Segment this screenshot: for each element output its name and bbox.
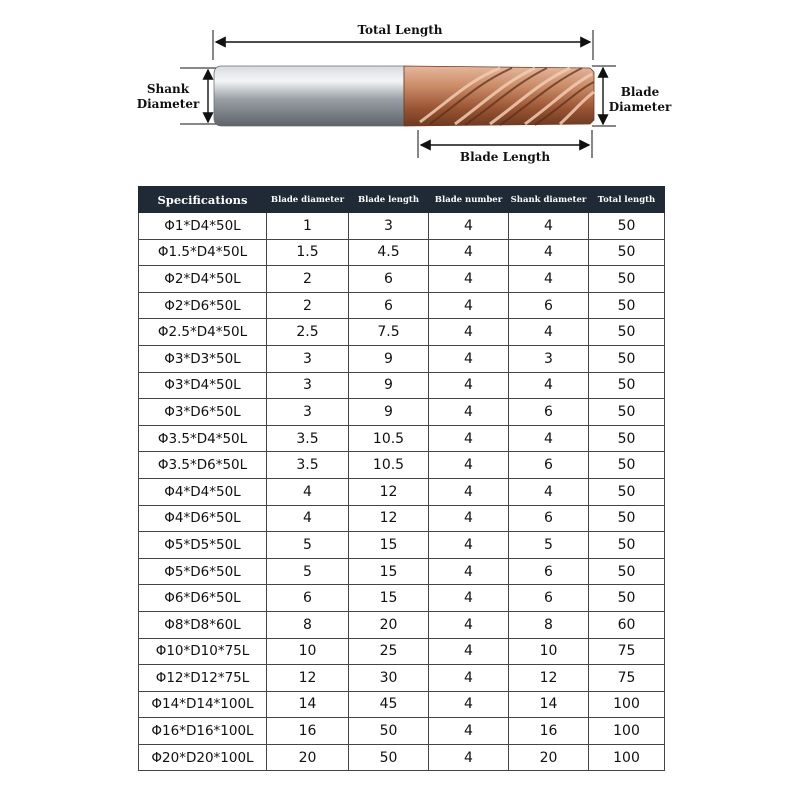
value-cell: 3 (349, 213, 429, 240)
value-cell: 4 (509, 319, 589, 346)
value-cell: 4 (429, 425, 509, 452)
value-cell: 4 (429, 372, 509, 399)
value-cell: 1.5 (267, 239, 349, 266)
value-cell: 4 (509, 239, 589, 266)
table-row (139, 718, 665, 745)
value-cell: 50 (589, 239, 665, 266)
value-cell: 4 (429, 239, 509, 266)
table-row (139, 345, 665, 372)
column-header: Specifications (139, 187, 267, 213)
spec-cell: Φ3*D3*50L (139, 345, 267, 372)
end-mill-diagram (0, 0, 800, 180)
table-row (139, 478, 665, 505)
value-cell: 12 (349, 505, 429, 532)
value-cell: 3 (267, 372, 349, 399)
value-cell: 4 (429, 345, 509, 372)
value-cell: 50 (589, 266, 665, 293)
table-row (139, 665, 665, 692)
value-cell: 12 (349, 478, 429, 505)
value-cell: 2.5 (267, 319, 349, 346)
value-cell: 50 (589, 372, 665, 399)
value-cell: 3 (267, 399, 349, 426)
spec-cell: Φ20*D20*100L (139, 744, 267, 771)
value-cell: 50 (589, 478, 665, 505)
value-cell: 4 (509, 266, 589, 293)
value-cell: 6 (509, 505, 589, 532)
value-cell: 10 (509, 638, 589, 665)
value-cell: 2 (267, 266, 349, 293)
value-cell: 100 (589, 744, 665, 771)
table-row (139, 452, 665, 479)
value-cell: 50 (589, 319, 665, 346)
table-row (139, 691, 665, 718)
spec-cell: Φ3.5*D6*50L (139, 452, 267, 479)
spec-cell: Φ4*D4*50L (139, 478, 267, 505)
value-cell: 4 (429, 452, 509, 479)
spec-cell: Φ5*D6*50L (139, 558, 267, 585)
value-cell: 8 (509, 611, 589, 638)
value-cell: 4 (267, 505, 349, 532)
value-cell: 12 (267, 665, 349, 692)
value-cell: 6 (509, 292, 589, 319)
table-row (139, 399, 665, 426)
blade-diameter-label: Blade Diameter (608, 85, 672, 114)
value-cell: 50 (589, 585, 665, 612)
spec-cell: Φ14*D14*100L (139, 691, 267, 718)
value-cell: 4 (429, 478, 509, 505)
value-cell: 4 (429, 319, 509, 346)
column-header: Blade diameter (267, 187, 349, 213)
value-cell: 100 (589, 718, 665, 745)
value-cell: 60 (589, 611, 665, 638)
column-header: Total length (589, 187, 665, 213)
value-cell: 20 (349, 611, 429, 638)
spec-cell: Φ1.5*D4*50L (139, 239, 267, 266)
spec-cell: Φ2.5*D4*50L (139, 319, 267, 346)
value-cell: 4 (509, 478, 589, 505)
table-row (139, 638, 665, 665)
table-row (139, 213, 665, 240)
table-row (139, 744, 665, 771)
table-body (139, 213, 665, 771)
value-cell: 12 (509, 665, 589, 692)
value-cell: 50 (589, 292, 665, 319)
value-cell: 4 (429, 718, 509, 745)
value-cell: 50 (589, 558, 665, 585)
column-header: Blade length (349, 187, 429, 213)
value-cell: 4 (429, 744, 509, 771)
spec-cell: Φ12*D12*75L (139, 665, 267, 692)
table-row (139, 319, 665, 346)
value-cell: 6 (509, 452, 589, 479)
table-row (139, 266, 665, 293)
value-cell: 9 (349, 372, 429, 399)
value-cell: 4 (429, 292, 509, 319)
spec-cell: Φ6*D6*50L (139, 585, 267, 612)
value-cell: 50 (589, 213, 665, 240)
value-cell: 50 (589, 532, 665, 559)
value-cell: 9 (349, 345, 429, 372)
table-row (139, 585, 665, 612)
value-cell: 9 (349, 399, 429, 426)
value-cell: 50 (589, 345, 665, 372)
value-cell: 4 (429, 665, 509, 692)
value-cell: 16 (509, 718, 589, 745)
value-cell: 4 (429, 691, 509, 718)
table-row (139, 611, 665, 638)
value-cell: 7.5 (349, 319, 429, 346)
value-cell: 8 (267, 611, 349, 638)
value-cell: 4 (509, 425, 589, 452)
spec-cell: Φ4*D6*50L (139, 505, 267, 532)
table-row (139, 239, 665, 266)
value-cell: 20 (509, 744, 589, 771)
column-header: Shank diameter (509, 187, 589, 213)
spec-cell: Φ2*D4*50L (139, 266, 267, 293)
value-cell: 10 (267, 638, 349, 665)
value-cell: 10.5 (349, 425, 429, 452)
value-cell: 30 (349, 665, 429, 692)
table-row (139, 425, 665, 452)
value-cell: 3.5 (267, 452, 349, 479)
value-cell: 6 (509, 558, 589, 585)
blade-length-label: Blade Length (459, 150, 551, 164)
table-header-row (139, 187, 665, 213)
value-cell: 50 (349, 744, 429, 771)
value-cell: 75 (589, 665, 665, 692)
value-cell: 25 (349, 638, 429, 665)
table-row (139, 292, 665, 319)
value-cell: 6 (509, 399, 589, 426)
spec-cell: Φ3*D6*50L (139, 399, 267, 426)
table-row (139, 558, 665, 585)
value-cell: 15 (349, 558, 429, 585)
value-cell: 2 (267, 292, 349, 319)
value-cell: 6 (349, 292, 429, 319)
value-cell: 50 (589, 505, 665, 532)
value-cell: 50 (349, 718, 429, 745)
value-cell: 4 (267, 478, 349, 505)
shank-diameter-label: Shank Diameter (136, 82, 200, 111)
value-cell: 6 (349, 266, 429, 293)
value-cell: 5 (267, 532, 349, 559)
value-cell: 4 (429, 611, 509, 638)
value-cell: 50 (589, 452, 665, 479)
value-cell: 14 (267, 691, 349, 718)
spec-cell: Φ1*D4*50L (139, 213, 267, 240)
value-cell: 4 (429, 505, 509, 532)
value-cell: 4 (429, 532, 509, 559)
value-cell: 1 (267, 213, 349, 240)
value-cell: 6 (509, 585, 589, 612)
value-cell: 4 (429, 558, 509, 585)
specifications-table (138, 186, 665, 771)
value-cell: 5 (509, 532, 589, 559)
spec-cell: Φ8*D8*60L (139, 611, 267, 638)
value-cell: 4 (429, 266, 509, 293)
shank-body (214, 66, 404, 126)
value-cell: 100 (589, 691, 665, 718)
value-cell: 4 (429, 399, 509, 426)
value-cell: 4.5 (349, 239, 429, 266)
value-cell: 3 (267, 345, 349, 372)
value-cell: 50 (589, 425, 665, 452)
value-cell: 16 (267, 718, 349, 745)
total-length-label: Total Length (357, 23, 443, 37)
spec-cell: Φ10*D10*75L (139, 638, 267, 665)
value-cell: 50 (589, 399, 665, 426)
value-cell: 6 (267, 585, 349, 612)
value-cell: 4 (509, 372, 589, 399)
value-cell: 4 (429, 638, 509, 665)
table-row (139, 505, 665, 532)
value-cell: 3 (509, 345, 589, 372)
spec-cell: Φ16*D16*100L (139, 718, 267, 745)
table-row (139, 372, 665, 399)
value-cell: 15 (349, 585, 429, 612)
spec-cell: Φ3*D4*50L (139, 372, 267, 399)
table-row (139, 532, 665, 559)
value-cell: 4 (429, 585, 509, 612)
value-cell: 45 (349, 691, 429, 718)
value-cell: 14 (509, 691, 589, 718)
value-cell: 5 (267, 558, 349, 585)
value-cell: 10.5 (349, 452, 429, 479)
value-cell: 3.5 (267, 425, 349, 452)
spec-cell: Φ3.5*D4*50L (139, 425, 267, 452)
value-cell: 75 (589, 638, 665, 665)
value-cell: 20 (267, 744, 349, 771)
value-cell: 15 (349, 532, 429, 559)
spec-cell: Φ5*D5*50L (139, 532, 267, 559)
value-cell: 4 (429, 213, 509, 240)
spec-cell: Φ2*D6*50L (139, 292, 267, 319)
column-header: Blade number (429, 187, 509, 213)
value-cell: 4 (509, 213, 589, 240)
